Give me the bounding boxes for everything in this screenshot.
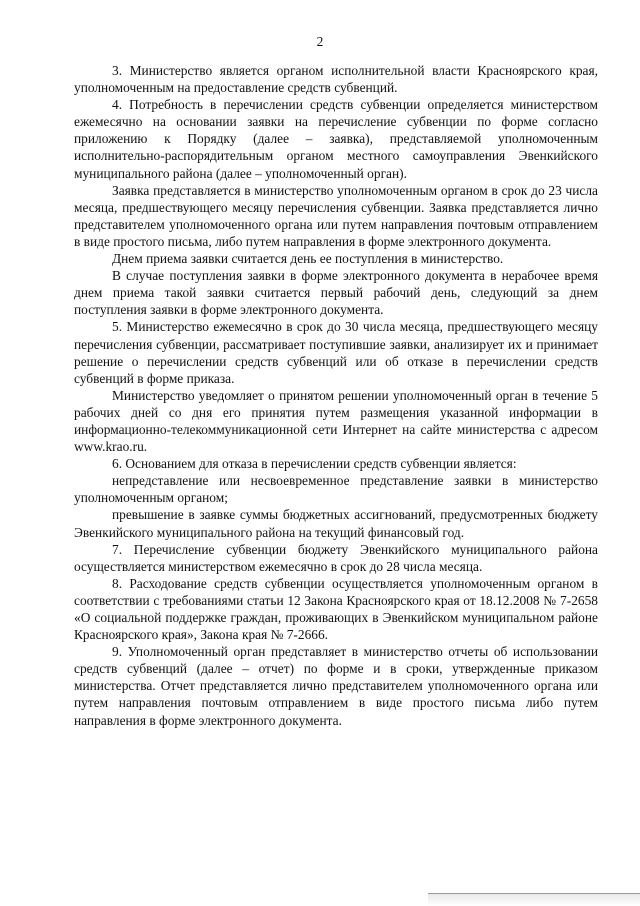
scan-bottom-edge — [428, 893, 640, 906]
paragraph-electronic-application: В случае поступления заявки в форме электронного документа в нерабочее время днем приема такой заявки считается первый рабочий день, следующий за днем поступления заявки в форме электронного документа. — [74, 268, 598, 318]
paragraph-decision-notice: Министерство уведомляет о принятом решении уполномоченный орган в течение 5 рабочих дней со дня его принятия путем размещения указанной информации в информационно-телекоммуникационной сети Интернет на сайте министерства с адресом www.krao.ru. — [74, 387, 598, 455]
page-number: 2 — [316, 34, 324, 49]
paragraph-item-7: 7. Перечисление субвенции бюджету Эвенкийского муниципального района осуществляется министерством ежемесячно в срок до 28 числа месяца. — [74, 541, 598, 574]
paragraph-item-8: 8. Расходование средств субвенции осуществляется уполномоченным органом в соответствии с требованиями статьи 12 Закона Красноярского края от 18.12.2008 № 7-2658 «О социальной поддержке граждан, проживающих в Эвенкийском муниципальном районе Красноярского края», Закона края № 7-2666. — [74, 575, 598, 643]
paragraph-item-4: 4. Потребность в перечислении средств субвенции определяется министерством ежемесячно на основании заявки на перечисление субвенции по форме согласно приложению к Порядку (далее – заявка), представляемой уполномоченным исполнительно-распорядительным органом местного самоуправления Эвенкийского муниципального района (далее – уполномоченный орган). — [74, 97, 598, 181]
paragraph-refusal-reason-2: превышение в заявке суммы бюджетных ассигнований, предусмотренных бюджету Эвенкийского муниципального района на текущий финансовый год. — [74, 507, 598, 540]
paragraph-receipt-day: Днем приема заявки считается день ее поступления в министерство. — [112, 251, 504, 267]
paragraph-item-3: 3. Министерство является органом исполнительной власти Красноярского края, уполномоченным на предоставление средств субвенций. — [74, 63, 598, 96]
document-body — [74, 62, 598, 729]
paragraph-item-9: 9. Уполномоченный орган представляет в министерство отчеты об использовании средств субвенций (далее – отчет) по форме и в сроки, утвержденные приказом министерства. Отчет представляется лично представителем уполномоченного органа или путем направления почтовым отправлением в виде простого письма либо путем направления в форме электронного документа. — [74, 644, 598, 728]
paragraph-item-5: 5. Министерство ежемесячно в срок до 30 числа месяца, предшествующего месяцу перечисления субвенции, рассматривает поступившие заявки, анализирует их и принимает решение о перечислении средств субвенций или об отказе в перечислении средств субвенций в форме приказа. — [74, 319, 598, 386]
paragraph-refusal-reason-1: непредставление или несвоевременное представление заявки в министерство уполномоченным органом; — [74, 473, 598, 506]
paragraph-application-deadline: Заявка представляется в министерство уполномоченным органом в срок до 23 числа месяца, предшествующего месяцу перечисления субвенции. Заявка представляется лично представителем уполномоченного органа или путем направления почтовым отправлением в виде простого письма, либо путем направления в форме электронного документа. — [74, 182, 598, 249]
paragraph-item-6: 6. Основанием для отказа в перечислении средств субвенции является: — [112, 456, 517, 472]
